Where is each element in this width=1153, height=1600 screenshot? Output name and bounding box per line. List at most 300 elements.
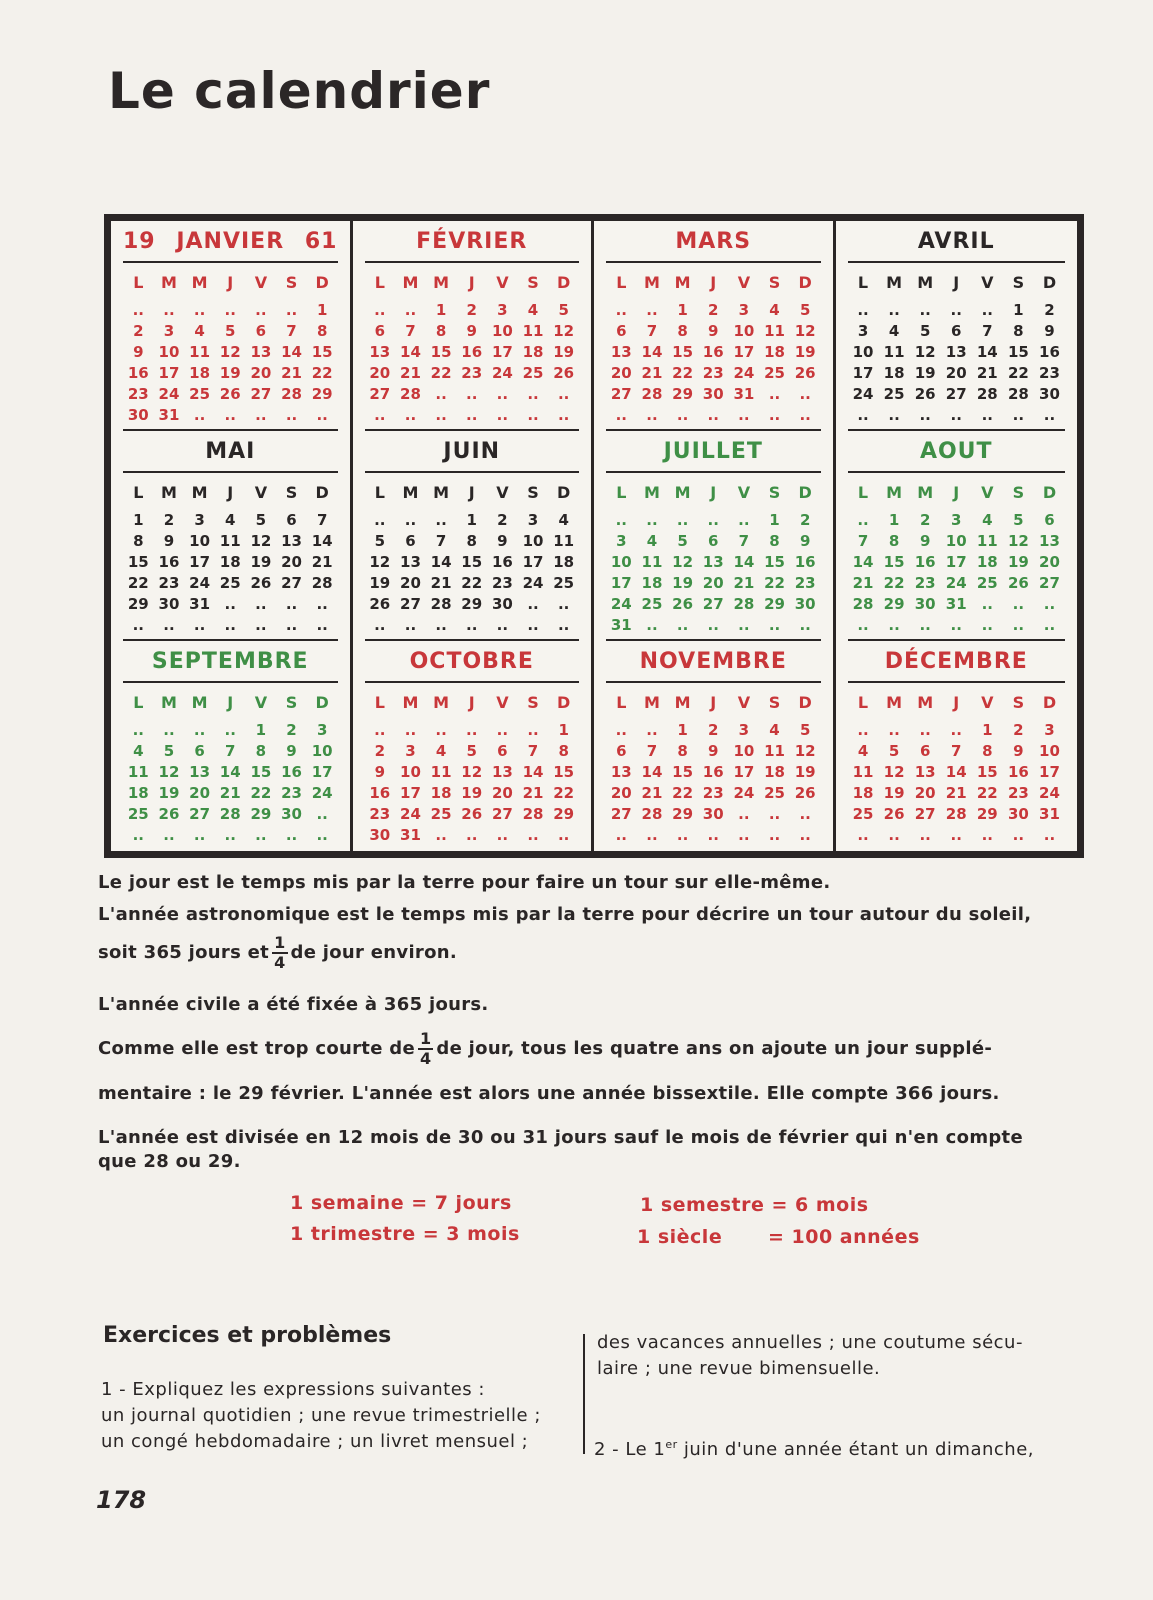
day-cell: 13	[250, 343, 272, 361]
weekday-header: V	[496, 273, 509, 292]
day-cell: 3	[1044, 721, 1055, 739]
day-cell: ..	[646, 406, 658, 424]
day-cell: 16	[794, 553, 816, 571]
day-cell: ..	[224, 406, 236, 424]
day-cell: 23	[914, 574, 936, 592]
day-cell: ..	[981, 406, 994, 424]
day-cell: 6	[405, 532, 416, 550]
day-cell: 3	[194, 511, 205, 529]
day-grid	[606, 483, 821, 634]
month-name: FÉVRIER	[416, 229, 528, 254]
day-cell: 1	[888, 511, 900, 529]
day-cell: 20	[945, 364, 967, 382]
day-cell: 6	[708, 532, 719, 550]
day-cell: 18	[764, 763, 785, 781]
weekday-header: L	[616, 693, 627, 712]
day-cell: 5	[919, 322, 931, 340]
day-cell: 4	[857, 742, 869, 760]
day-cell: ..	[1043, 616, 1056, 634]
day-cell: ..	[193, 721, 206, 739]
day-cell: ..	[768, 616, 781, 634]
day-cell: ..	[799, 406, 811, 424]
weekday-header: S	[768, 483, 781, 502]
day-cell: 17	[610, 574, 632, 592]
equivalence-quarter: 1 trimestre = 3 mois	[290, 1223, 520, 1245]
day-cell: 23	[702, 364, 724, 382]
weekday-header: V	[981, 693, 994, 712]
day-cell: 21	[852, 574, 874, 592]
month-title	[123, 229, 338, 263]
day-cell: ..	[316, 406, 328, 424]
day-cell: ..	[676, 826, 689, 844]
day-cell: 22	[553, 784, 575, 802]
weekday-header: D	[1042, 273, 1057, 292]
definition-astronomical-year: L'année astronomique est le temps mis par la terre pour décrire un tour autour du soleil,	[98, 904, 1032, 925]
year-suffix: 61	[304, 229, 338, 254]
weekday-header: V	[496, 483, 509, 502]
day-cell: 16	[914, 553, 936, 571]
definition-astronomical-year-cont	[98, 934, 1078, 972]
day-cell: ..	[738, 826, 750, 844]
day-cell: 2	[163, 511, 175, 529]
day-cell: ..	[435, 511, 447, 529]
day-cell: 19	[794, 343, 816, 361]
day-cell: 22	[461, 574, 483, 592]
day-cell: 10	[733, 742, 755, 760]
day-cell: ..	[557, 616, 570, 634]
day-grid	[123, 273, 338, 424]
weekday-header: J	[710, 693, 717, 712]
weekday-header: M	[402, 273, 419, 292]
day-cell: ..	[527, 826, 539, 844]
day-cell: 8	[316, 322, 328, 340]
day-cell: 15	[883, 553, 905, 571]
day-cell: 30	[702, 805, 724, 823]
day-cell: 26	[794, 784, 816, 802]
day-cell: 21	[430, 574, 452, 592]
weekday-header: S	[1012, 483, 1025, 502]
day-cell: 19	[672, 574, 694, 592]
text-segment: 2 - Le 1	[594, 1439, 666, 1460]
day-cell: ..	[950, 826, 962, 844]
day-cell: 5	[558, 301, 569, 319]
day-cell: 14	[219, 763, 241, 781]
weekday-header: M	[886, 273, 903, 292]
day-cell: ..	[919, 826, 931, 844]
day-cell: 10	[945, 532, 967, 550]
weekday-header: L	[616, 483, 627, 502]
day-cell: 6	[616, 742, 627, 760]
day-cell: 26	[672, 595, 694, 613]
day-cell: 14	[945, 763, 967, 781]
day-cell: ..	[857, 301, 869, 319]
weekday-header: J	[710, 273, 717, 292]
day-cell: ..	[163, 721, 175, 739]
day-cell: 17	[491, 343, 513, 361]
day-cell: 4	[194, 322, 205, 340]
day-cell: ..	[738, 616, 750, 634]
day-cell: 17	[189, 553, 211, 571]
day-cell: ..	[888, 826, 900, 844]
day-cell: 9	[497, 532, 508, 550]
day-cell: ..	[466, 406, 478, 424]
day-cell: ..	[527, 595, 539, 613]
day-cell: 30	[281, 805, 302, 823]
day-cell: ..	[163, 616, 175, 634]
day-cell: 9	[133, 343, 144, 361]
day-cell: ..	[466, 385, 478, 403]
day-cell: 30	[127, 406, 149, 424]
day-cell: 26	[914, 385, 936, 403]
day-cell: 24	[610, 595, 632, 613]
month-5	[353, 431, 595, 641]
day-cell: 28	[976, 385, 998, 403]
day-cell: ..	[404, 616, 417, 634]
day-cell: 29	[311, 385, 333, 403]
day-cell: 24	[400, 805, 421, 823]
day-cell: 29	[883, 595, 905, 613]
day-cell: 28	[311, 574, 333, 592]
weekday-header: M	[644, 483, 660, 502]
day-cell: 8	[255, 742, 267, 760]
leap-year-explanation-cont: mentaire : le 29 février. L'année est alors une année bissextile. Elle compte 366 jours.	[98, 1083, 1000, 1104]
day-cell: 27	[281, 574, 302, 592]
day-cell: 20	[250, 364, 272, 382]
equivalence-century-value: = 100 années	[768, 1226, 920, 1248]
day-cell: 18	[976, 553, 998, 571]
weekday-header: S	[285, 693, 298, 712]
month-title	[606, 439, 821, 473]
day-cell: ..	[193, 406, 206, 424]
exercises-title: Exercices et problèmes	[103, 1323, 392, 1348]
day-cell: ..	[707, 826, 719, 844]
weekday-header: L	[374, 483, 385, 502]
day-cell: 12	[158, 763, 180, 781]
day-cell: 13	[1039, 532, 1060, 550]
day-cell: 25	[764, 364, 785, 382]
day-grid	[606, 273, 821, 424]
day-cell: 2	[374, 742, 386, 760]
day-cell: 8	[558, 742, 569, 760]
exercise-1-line-5: laire ; une revue bimensuelle.	[597, 1358, 881, 1379]
day-cell: ..	[707, 616, 719, 634]
day-cell: 4	[435, 742, 447, 760]
day-cell: 12	[553, 322, 575, 340]
day-cell: 20	[1039, 553, 1060, 571]
month-title	[365, 229, 580, 263]
day-cell: 29	[672, 805, 694, 823]
day-cell: 20	[281, 553, 302, 571]
day-cell: ..	[799, 805, 811, 823]
day-cell: 12	[461, 763, 483, 781]
day-cell: 1	[677, 721, 688, 739]
day-cell: 5	[255, 511, 267, 529]
day-cell: 8	[466, 532, 477, 550]
day-cell: 13	[281, 532, 302, 550]
day-cell: 14	[733, 553, 755, 571]
day-cell: 24	[189, 574, 211, 592]
day-cell: 19	[914, 364, 936, 382]
day-cell: 13	[400, 553, 421, 571]
equivalence-semester: 1 semestre = 6 mois	[640, 1194, 869, 1216]
day-cell: ..	[163, 301, 175, 319]
month-8	[111, 641, 353, 851]
day-cell: ..	[224, 721, 236, 739]
day-cell: 22	[764, 574, 785, 592]
day-cell: 7	[225, 742, 236, 760]
day-cell: ..	[919, 301, 931, 319]
day-cell: 23	[127, 385, 149, 403]
day-cell: ..	[707, 406, 719, 424]
day-cell: 22	[672, 784, 694, 802]
day-cell: 7	[435, 532, 447, 550]
day-cell: 8	[435, 322, 447, 340]
fraction-numerator: 1	[274, 933, 286, 952]
day-cell: ..	[527, 385, 539, 403]
day-cell: 15	[1007, 343, 1029, 361]
day-cell: 15	[764, 553, 785, 571]
day-cell: 15	[976, 763, 998, 781]
day-cell: 14	[976, 343, 998, 361]
day-cell: 31	[733, 385, 755, 403]
day-cell: ..	[435, 826, 447, 844]
day-cell: 16	[1007, 763, 1029, 781]
month-name: JUIN	[443, 439, 501, 464]
day-cell: 1	[255, 721, 267, 739]
text-segment: Comme elle est trop courte de	[98, 1038, 415, 1059]
day-cell: 24	[733, 364, 755, 382]
day-cell: ..	[799, 826, 811, 844]
weekday-header: J	[227, 273, 234, 292]
weekday-header: M	[191, 273, 208, 292]
fraction-numerator: 1	[419, 1029, 432, 1048]
day-cell: 8	[769, 532, 780, 550]
text-segment: de jour, tous les quatre ans on ajoute un jour supplé-	[436, 1038, 993, 1059]
day-cell: 18	[641, 574, 663, 592]
day-cell: 24	[733, 784, 755, 802]
weekday-header: D	[1042, 693, 1057, 712]
day-cell: 15	[127, 553, 149, 571]
day-cell: 27	[189, 805, 211, 823]
day-cell: 14	[400, 343, 421, 361]
day-cell: 21	[733, 574, 755, 592]
day-cell: 24	[852, 385, 874, 403]
day-cell: 7	[316, 511, 328, 529]
day-cell: 27	[914, 805, 936, 823]
day-cell: 17	[945, 553, 967, 571]
month-name: MAI	[205, 439, 256, 464]
weekday-header: M	[917, 483, 934, 502]
day-cell: 4	[225, 511, 236, 529]
fraction-one-quarter	[272, 934, 287, 972]
day-cell: 7	[738, 532, 750, 550]
day-cell: 11	[522, 322, 544, 340]
day-cell: ..	[374, 511, 386, 529]
day-cell: 5	[163, 742, 175, 760]
day-cell: ..	[527, 406, 539, 424]
weekday-header: S	[527, 483, 539, 502]
month-name: MARS	[675, 229, 752, 254]
month-name: AVRIL	[917, 229, 995, 254]
weekday-header: J	[468, 693, 475, 712]
day-cell: 8	[888, 532, 900, 550]
weekday-header: M	[886, 483, 903, 502]
day-cell: 7	[286, 322, 297, 340]
day-cell: 9	[799, 532, 811, 550]
day-cell: 10	[189, 532, 211, 550]
day-cell: ..	[981, 301, 994, 319]
day-cell: 9	[163, 532, 175, 550]
day-cell: 16	[369, 784, 391, 802]
day-cell: ..	[193, 301, 206, 319]
day-cell: 7	[982, 322, 993, 340]
day-cell: ..	[1012, 406, 1025, 424]
day-cell: ..	[132, 721, 145, 739]
day-cell: ..	[676, 511, 689, 529]
day-cell: 6	[919, 742, 931, 760]
day-cell: 12	[914, 343, 936, 361]
day-cell: 3	[616, 532, 627, 550]
day-cell: ..	[950, 301, 962, 319]
day-cell: ..	[132, 301, 145, 319]
leap-year-explanation	[98, 1030, 1078, 1068]
day-cell: 3	[527, 511, 539, 529]
day-cell: 17	[733, 343, 755, 361]
day-cell: 15	[672, 763, 694, 781]
day-cell: 9	[286, 742, 297, 760]
weekday-header: L	[857, 483, 869, 502]
day-cell: 28	[400, 385, 421, 403]
day-cell: ..	[285, 406, 298, 424]
day-cell: ..	[527, 616, 539, 634]
day-cell: 19	[158, 784, 180, 802]
day-cell: 21	[641, 364, 663, 382]
day-cell: ..	[888, 721, 900, 739]
day-cell: ..	[646, 721, 658, 739]
day-cell: ..	[316, 805, 328, 823]
day-cell: 2	[497, 511, 508, 529]
day-cell: 9	[1013, 742, 1024, 760]
day-cell: 20	[369, 364, 391, 382]
month-1	[353, 221, 595, 431]
day-cell: 9	[919, 532, 931, 550]
day-cell: 31	[1039, 805, 1060, 823]
day-cell: 21	[219, 784, 241, 802]
month-title	[365, 439, 580, 473]
weekday-header: D	[798, 483, 812, 502]
day-cell: 5	[799, 721, 811, 739]
day-cell: 11	[189, 343, 211, 361]
day-cell: ..	[615, 826, 628, 844]
day-grid	[848, 693, 1066, 844]
day-cell: 24	[945, 574, 967, 592]
day-cell: 25	[852, 805, 874, 823]
day-cell: 19	[794, 763, 816, 781]
day-cell: 13	[945, 343, 967, 361]
month-title	[123, 439, 338, 473]
day-cell: 10	[400, 763, 421, 781]
day-cell: 25	[764, 784, 785, 802]
day-cell: 14	[281, 343, 302, 361]
calendar-frame	[104, 214, 1084, 858]
day-cell: 28	[945, 805, 967, 823]
day-cell: 12	[794, 742, 816, 760]
day-cell: ..	[193, 826, 206, 844]
text-segment: juin d'une année étant un dimanche,	[677, 1439, 1035, 1460]
day-cell: 13	[369, 343, 391, 361]
day-cell: 8	[982, 742, 993, 760]
day-cell: 27	[250, 385, 272, 403]
day-cell: 26	[1007, 574, 1029, 592]
day-cell: 9	[374, 763, 386, 781]
weekday-header: D	[798, 273, 812, 292]
day-cell: 7	[646, 322, 658, 340]
day-cell: 1	[677, 301, 688, 319]
day-cell: 12	[883, 763, 905, 781]
weekday-header: M	[644, 273, 660, 292]
month-name: NOVEMBRE	[639, 649, 787, 674]
day-cell: 16	[702, 763, 724, 781]
day-cell: ..	[316, 826, 328, 844]
day-cell: 16	[461, 343, 483, 361]
weekday-header: M	[161, 273, 177, 292]
day-cell: 5	[799, 301, 811, 319]
weekday-header: M	[191, 483, 208, 502]
day-cell: 21	[522, 784, 544, 802]
day-cell: 24	[491, 364, 513, 382]
equivalence-century-label: 1 siècle	[637, 1226, 723, 1248]
superscript: er	[665, 1438, 678, 1451]
day-cell: ..	[1043, 826, 1056, 844]
day-cell: 24	[158, 385, 180, 403]
day-cell: 26	[250, 574, 272, 592]
day-cell: 29	[764, 595, 785, 613]
weekday-header: V	[496, 693, 509, 712]
day-cell: ..	[888, 406, 900, 424]
day-cell: 5	[888, 742, 900, 760]
day-cell: 12	[250, 532, 272, 550]
day-cell: 30	[914, 595, 936, 613]
day-cell: 23	[491, 574, 513, 592]
month-name: JUILLET	[663, 439, 763, 464]
day-cell: ..	[1012, 595, 1025, 613]
day-cell: 16	[702, 343, 724, 361]
day-cell: 23	[1007, 784, 1029, 802]
day-cell: 4	[888, 322, 900, 340]
day-cell: ..	[1043, 595, 1056, 613]
day-cell: 26	[369, 595, 391, 613]
day-cell: ..	[496, 406, 509, 424]
day-cell: 14	[641, 343, 663, 361]
day-cell: ..	[466, 721, 478, 739]
day-cell: 25	[553, 574, 575, 592]
day-cell: 5	[225, 322, 236, 340]
day-cell: ..	[374, 406, 386, 424]
day-cell: ..	[224, 301, 236, 319]
day-cell: 2	[919, 511, 931, 529]
weekday-header: J	[468, 273, 475, 292]
day-cell: 23	[461, 364, 483, 382]
weekday-header: M	[644, 693, 660, 712]
weekday-header: L	[133, 483, 144, 502]
day-cell: 6	[616, 322, 627, 340]
month-0	[111, 221, 353, 431]
day-cell: 11	[976, 532, 998, 550]
day-cell: 2	[1013, 721, 1024, 739]
weekday-header: M	[433, 693, 450, 712]
day-cell: 14	[311, 532, 333, 550]
page-title: Le calendrier	[108, 62, 491, 120]
